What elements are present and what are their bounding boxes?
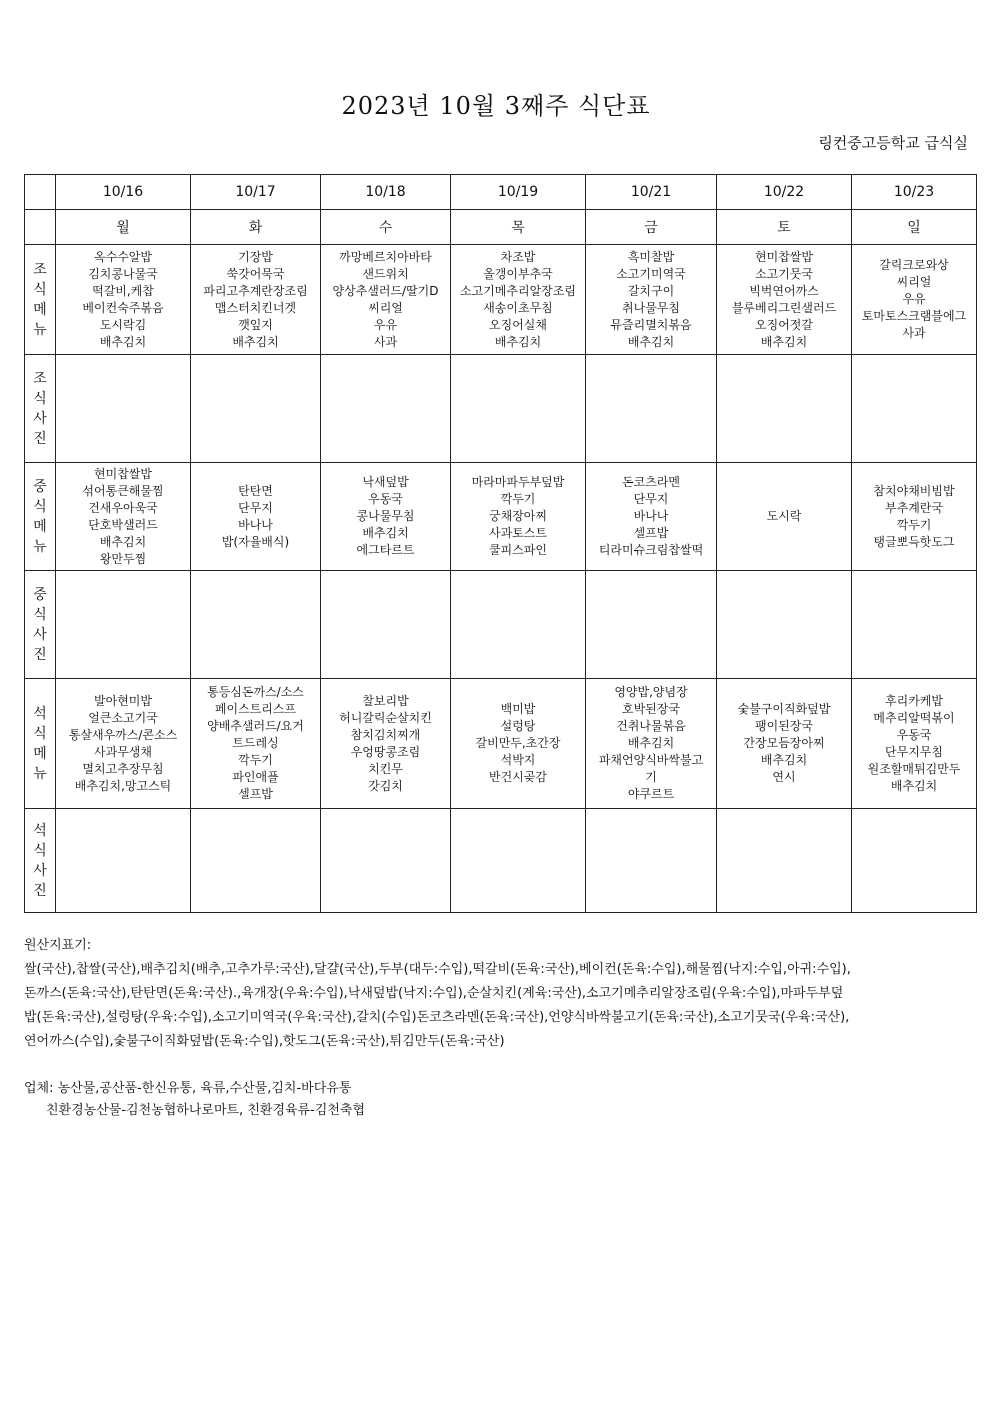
menu-item: 깻잎지 bbox=[238, 317, 273, 332]
menu-item: 현미찹쌀밥 bbox=[94, 466, 152, 481]
menu-item: 탱글뽀득핫도그 bbox=[873, 534, 955, 549]
menu-item: 깍두기 bbox=[500, 492, 536, 506]
menu-item: 건새우아욱국 bbox=[88, 500, 158, 515]
menu-item: 돈코츠라멘 bbox=[622, 475, 680, 489]
row-label-char: 식 bbox=[33, 606, 47, 623]
menu-item: 현미찹쌀밥 bbox=[755, 249, 813, 264]
menu-cell bbox=[191, 463, 321, 571]
row-label-char: 석 bbox=[33, 822, 47, 839]
menu-cell bbox=[586, 245, 717, 355]
menu-cell bbox=[191, 245, 321, 355]
menu-item: 씨리얼 bbox=[368, 300, 403, 315]
row-label bbox=[25, 571, 56, 679]
menu-item: 마라마파두부덮밥 bbox=[471, 475, 565, 489]
meal-photo bbox=[56, 809, 191, 913]
menu-cell bbox=[321, 245, 451, 355]
menu-item: 배추김치 bbox=[627, 334, 675, 349]
menu-item: 통살새우까스/콘소스 bbox=[68, 727, 178, 742]
menu-item: 뮤즐리멸치볶음 bbox=[610, 317, 692, 332]
menu-item: 반건시곶감 bbox=[489, 770, 547, 784]
row-label-char: 조 bbox=[33, 261, 47, 278]
menu-item: 후리카케밥 bbox=[885, 693, 943, 708]
menu-item: 낙새덮밥 bbox=[362, 475, 409, 489]
menu-cell bbox=[321, 679, 451, 809]
dinner-menu-row bbox=[25, 679, 977, 809]
menu-item: 파채언양식바싹불고 bbox=[598, 753, 704, 767]
menu-item: 배추김치 bbox=[760, 753, 808, 767]
row-label bbox=[25, 245, 56, 355]
menu-cell bbox=[451, 245, 586, 355]
row-label bbox=[25, 463, 56, 571]
row-label-char: 식 bbox=[33, 390, 47, 407]
menu-cell bbox=[586, 679, 717, 809]
menu-item: 흑미찰밥 bbox=[627, 249, 675, 264]
menu-item: 사과무생채 bbox=[94, 744, 152, 759]
page-title: 2023년 10월 3째주 식단표 bbox=[341, 92, 651, 120]
weekday-cell: 토 bbox=[717, 210, 852, 245]
meal-photo bbox=[852, 809, 977, 913]
date-cell: 10/22 bbox=[717, 175, 852, 210]
menu-cell bbox=[451, 463, 586, 571]
meal-photo bbox=[191, 809, 321, 913]
menu-item: 기장밥 bbox=[238, 249, 273, 264]
vendor-info bbox=[24, 1078, 974, 1122]
row-label-char: 식 bbox=[33, 725, 47, 742]
menu-item: 페이스트리스프 bbox=[214, 702, 297, 716]
origin-line: 연어까스(수입),숯불구이직화덮밥(돈육:수입),핫도그(돈육:국산),튀김만두(돈육:국산) bbox=[24, 1034, 505, 1049]
menu-cell bbox=[717, 245, 852, 355]
menu-item: 쑥갓어묵국 bbox=[226, 266, 285, 281]
menu-item: 취나물무침 bbox=[622, 300, 680, 315]
menu-cell bbox=[717, 463, 852, 571]
menu-item: 백미밥 bbox=[500, 702, 536, 716]
menu-cell bbox=[586, 463, 717, 571]
menu-item: 설렁탕 bbox=[500, 719, 536, 733]
weekday-cell: 수 bbox=[321, 210, 451, 245]
menu-item: 사과 bbox=[373, 334, 398, 349]
row-label-char: 메 bbox=[33, 518, 47, 535]
dinner-photo-row bbox=[25, 809, 977, 913]
row-label-char: 사 bbox=[33, 862, 47, 879]
breakfast-photo-row bbox=[25, 355, 977, 463]
menu-item: 탄탄면 bbox=[238, 483, 273, 498]
menu-item: 새송이초무침 bbox=[483, 300, 553, 315]
menu-item: 떡갈비,케찹 bbox=[92, 283, 154, 298]
origin-line: 쌀(국산),찹쌀(국산),배추김치(배추,고추가루:국산),달걀(국산),두부(대두:수입),떡갈비(돈육:국산),베이컨(돈육:수입),해물찜(낙지:수입,아귀:수입), bbox=[24, 962, 851, 977]
menu-item: 야쿠르트 bbox=[627, 787, 675, 801]
menu-item: 김치콩나물국 bbox=[88, 266, 158, 281]
meal-photo bbox=[321, 809, 451, 913]
menu-item: 원조할매튀김만두 bbox=[867, 761, 961, 776]
meal-photo bbox=[852, 355, 977, 463]
menu-item: 옥수수알밥 bbox=[94, 249, 152, 264]
menu-item: 티라미슈크림찹쌀떡 bbox=[598, 543, 704, 557]
menu-item: 우유 bbox=[902, 292, 926, 306]
menu-cell bbox=[56, 463, 191, 571]
menu-item: 갈비만두,초간장 bbox=[475, 736, 561, 750]
origin-heading: 원산지표기: bbox=[24, 938, 92, 953]
menu-item: 단무지 bbox=[238, 500, 273, 515]
menu-cell bbox=[451, 679, 586, 809]
menu-item: 갈치구이 bbox=[627, 283, 675, 298]
menu-item: 건취나물볶음 bbox=[616, 719, 686, 733]
menu-item: 배추김치 bbox=[99, 334, 147, 349]
row-label-char: 진 bbox=[33, 430, 47, 447]
menu-item: 멸치고추장무침 bbox=[82, 761, 164, 776]
menu-item: 오징어젓갈 bbox=[755, 317, 813, 332]
menu-item: 궁채장아찌 bbox=[489, 509, 547, 523]
row-label-char: 석 bbox=[33, 705, 47, 722]
meal-photo bbox=[191, 355, 321, 463]
menu-item: 석박지 bbox=[500, 753, 536, 767]
corner-cell bbox=[25, 175, 56, 210]
meal-photo bbox=[321, 355, 451, 463]
meal-photo bbox=[717, 355, 852, 463]
row-label-char: 뉴 bbox=[33, 765, 47, 782]
menu-item: 갓김치 bbox=[368, 778, 403, 793]
menu-cell bbox=[852, 245, 977, 355]
vendor-line: 업체: 농산물,공산품-한신유통, 육류,수산물,김치-바다유통 bbox=[24, 1081, 352, 1096]
menu-item: 얼큰소고기국 bbox=[88, 710, 158, 725]
menu-item: 베이컨숙주볶음 bbox=[82, 300, 164, 315]
weekday-cell: 일 bbox=[852, 210, 977, 245]
menu-item: 오징어실채 bbox=[489, 317, 547, 332]
lunch-menu-row bbox=[25, 463, 977, 571]
menu-item: 깍두기 bbox=[238, 753, 273, 767]
weekday-cell: 목 bbox=[451, 210, 586, 245]
menu-item: 소고기뭇국 bbox=[755, 266, 813, 281]
row-label-char: 뉴 bbox=[33, 321, 47, 338]
menu-item: 간장모듬장아찌 bbox=[743, 736, 825, 750]
row-label-char: 식 bbox=[33, 281, 47, 298]
menu-item: 통등심돈까스/소스 bbox=[207, 685, 304, 699]
menu-item: 깍두기 bbox=[896, 517, 932, 532]
date-row bbox=[25, 175, 977, 210]
vendor-line: 친환경농산물-김천농협하나로마트, 친환경육류-김천축협 bbox=[46, 1103, 366, 1118]
menu-item: 빅벅연어까스 bbox=[749, 283, 819, 298]
breakfast-menu-row bbox=[25, 245, 977, 355]
menu-item: 기 bbox=[645, 770, 657, 784]
row-label bbox=[25, 679, 56, 809]
row-label-char: 메 bbox=[33, 301, 47, 318]
menu-cell bbox=[56, 679, 191, 809]
origin-labeling bbox=[24, 934, 974, 1054]
row-label-char: 진 bbox=[33, 882, 47, 899]
row-label-char: 중 bbox=[33, 586, 47, 603]
menu-item: 참치야채비빔밥 bbox=[873, 483, 955, 498]
menu-item: 바나나 bbox=[238, 517, 273, 532]
weekday-cell: 월 bbox=[56, 210, 191, 245]
menu-item: 밥(자율배식) bbox=[221, 534, 290, 549]
menu-item: 찰보리밥 bbox=[362, 693, 409, 708]
menu-item: 트드레싱 bbox=[232, 736, 279, 750]
meal-photo bbox=[717, 571, 852, 679]
menu-item: 씨리얼 bbox=[896, 275, 932, 289]
menu-item: 도시락 bbox=[766, 509, 802, 523]
menu-item: 참치김치찌개 bbox=[350, 727, 421, 742]
meal-photo bbox=[852, 571, 977, 679]
meal-photo bbox=[451, 809, 586, 913]
weekday-cell: 화 bbox=[191, 210, 321, 245]
menu-item: 우동국 bbox=[368, 492, 403, 506]
menu-item: 허니갈릭순살치킨 bbox=[339, 710, 432, 725]
menu-cell bbox=[56, 245, 191, 355]
row-label bbox=[25, 355, 56, 463]
menu-item: 도시락김 bbox=[99, 317, 147, 332]
menu-item: 블루베리그린샐러드 bbox=[731, 300, 837, 315]
meal-photo bbox=[451, 355, 586, 463]
row-label-char: 메 bbox=[33, 745, 47, 762]
menu-item: 셀프밥 bbox=[238, 787, 273, 801]
menu-item: 소고기메추리알장조림 bbox=[460, 283, 576, 298]
menu-item: 우유 bbox=[373, 317, 398, 332]
menu-cell bbox=[852, 679, 977, 809]
menu-item: 파리고추계란장조림 bbox=[203, 283, 308, 298]
menu-item: 까망베르치아바타 bbox=[339, 249, 432, 264]
menu-item: 단무지무침 bbox=[885, 744, 943, 759]
menu-item: 양상추샐러드/딸기D bbox=[332, 283, 439, 298]
menu-item: 갈릭크로와상 bbox=[879, 258, 949, 272]
menu-item: 치킨무 bbox=[368, 761, 403, 776]
menu-item: 부추계란국 bbox=[885, 500, 943, 515]
date-cell: 10/16 bbox=[56, 175, 191, 210]
meal-photo bbox=[717, 809, 852, 913]
menu-item: 단호박샐러드 bbox=[88, 517, 158, 532]
row-label-char: 조 bbox=[33, 370, 47, 387]
row-label-char: 식 bbox=[33, 498, 47, 515]
menu-item: 배추김치,망고스틱 bbox=[74, 778, 172, 793]
menu-item: 배추김치 bbox=[232, 334, 279, 349]
menu-item: 맵스터치킨너겟 bbox=[214, 300, 297, 315]
menu-item: 파인애플 bbox=[232, 770, 279, 784]
menu-item: 차조밥 bbox=[500, 249, 536, 264]
origin-line: 돈까스(돈육:국산),탄탄면(돈육:국산).,육개장(우육:수입),낙새덮밥(낙지:수입),순살치킨(계육:국산),소고기메추리알장조림(우육:수입),마파두부덮 bbox=[24, 986, 844, 1001]
row-label-char: 중 bbox=[33, 478, 47, 495]
menu-cell bbox=[852, 463, 977, 571]
date-cell: 10/21 bbox=[586, 175, 717, 210]
menu-item: 올갱이부추국 bbox=[483, 266, 553, 281]
menu-cell bbox=[321, 463, 451, 571]
menu-item: 우엉땅콩조림 bbox=[350, 744, 421, 759]
menu-item: 양배추샐러드/요거 bbox=[207, 719, 304, 733]
row-label-char: 뉴 bbox=[33, 538, 47, 555]
menu-item: 바나나 bbox=[633, 509, 669, 523]
row-label bbox=[25, 809, 56, 913]
menu-item: 영양밥,양념장 bbox=[614, 685, 688, 699]
menu-item: 배추김치 bbox=[99, 534, 147, 549]
meal-photo bbox=[191, 571, 321, 679]
meal-photo bbox=[586, 355, 717, 463]
row-label-char: 사 bbox=[33, 410, 47, 427]
lunch-photo-row bbox=[25, 571, 977, 679]
menu-item: 배추김치 bbox=[760, 334, 808, 349]
menu-item: 배추김치 bbox=[627, 736, 675, 750]
menu-item: 사과토스트 bbox=[489, 526, 547, 540]
weekday-row bbox=[25, 210, 977, 245]
row-label-char: 진 bbox=[33, 646, 47, 663]
menu-item: 쿨피스파인 bbox=[489, 543, 547, 557]
weekly-menu-table bbox=[24, 174, 977, 913]
menu-item: 호박된장국 bbox=[622, 702, 680, 716]
menu-item: 배추김치 bbox=[890, 778, 938, 793]
menu-item: 배추김치 bbox=[362, 526, 409, 540]
date-cell: 10/17 bbox=[191, 175, 321, 210]
meal-photo bbox=[586, 809, 717, 913]
menu-item: 팽이된장국 bbox=[755, 719, 813, 733]
menu-item: 섞어통큰해물찜 bbox=[82, 483, 164, 498]
menu-item: 단무지 bbox=[633, 492, 669, 506]
meal-photo bbox=[451, 571, 586, 679]
menu-item: 숯불구이직화덮밥 bbox=[737, 702, 831, 716]
weekday-cell: 금 bbox=[586, 210, 717, 245]
menu-item: 샌드위치 bbox=[362, 266, 409, 281]
date-cell: 10/18 bbox=[321, 175, 451, 210]
date-cell: 10/19 bbox=[451, 175, 586, 210]
menu-item: 에그타르트 bbox=[356, 543, 415, 557]
meal-photo bbox=[56, 355, 191, 463]
menu-item: 발아현미밥 bbox=[94, 693, 152, 708]
origin-line: 밥(돈육:국산),설렁탕(우육:수입),소고기미역국(우육:국산),갈치(수입)돈코츠라멘(돈육:국산),언양식바싹불고기(돈육:국산),소고기뭇국(우육:국산), bbox=[24, 1010, 850, 1025]
menu-item: 우동국 bbox=[896, 727, 932, 742]
menu-item: 사과 bbox=[902, 326, 926, 340]
row-label-char: 사 bbox=[33, 626, 47, 643]
menu-item: 연시 bbox=[772, 770, 796, 784]
menu-item: 배추김치 bbox=[494, 334, 542, 349]
meal-photo bbox=[586, 571, 717, 679]
corner-cell bbox=[25, 210, 56, 245]
menu-item: 소고기미역국 bbox=[616, 266, 686, 281]
meal-photo bbox=[321, 571, 451, 679]
menu-item: 왕만두찜 bbox=[99, 551, 147, 566]
menu-item: 토마토스크램블에그 bbox=[861, 309, 967, 323]
menu-cell bbox=[717, 679, 852, 809]
menu-item: 콩나물무침 bbox=[356, 509, 415, 523]
school-cafeteria-name: 링컨중고등학교 급식실 bbox=[818, 134, 968, 152]
menu-cell bbox=[191, 679, 321, 809]
meal-photo bbox=[56, 571, 191, 679]
date-cell: 10/23 bbox=[852, 175, 977, 210]
menu-item: 셀프밥 bbox=[633, 526, 669, 540]
menu-item: 메추리알떡볶이 bbox=[873, 710, 955, 725]
row-label-char: 식 bbox=[33, 842, 47, 859]
